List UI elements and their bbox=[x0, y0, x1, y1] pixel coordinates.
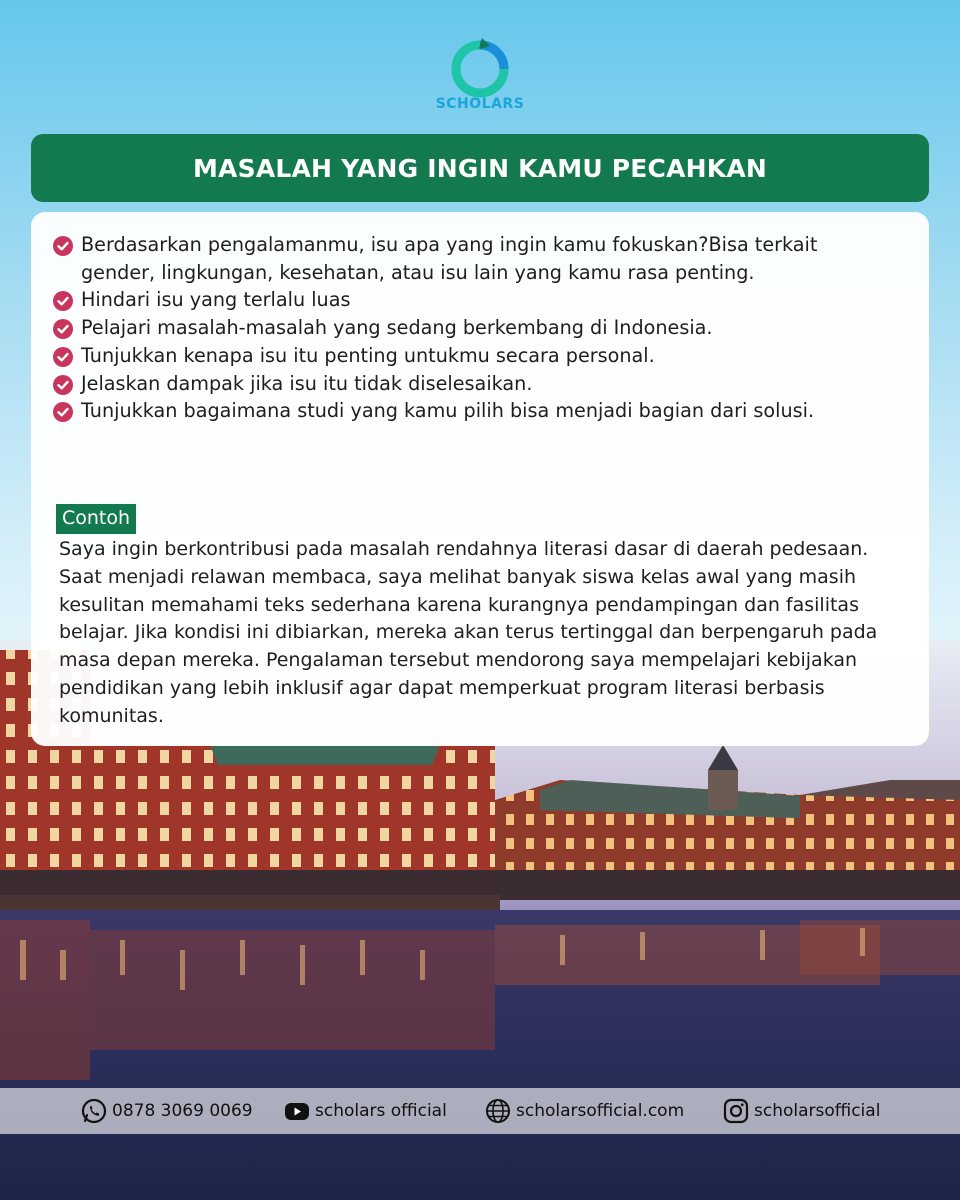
list-item-text: Berdasarkan pengalamanmu, isu apa yang ingin kamu fokuskan?Bisa terkait gender, lingkungan, kesehatan, atau isu lain yang kamu rasa penting. bbox=[81, 233, 818, 284]
list-item bbox=[53, 231, 873, 286]
check-circle-icon bbox=[53, 375, 73, 395]
whatsapp-icon bbox=[80, 1097, 108, 1125]
content-card bbox=[31, 212, 929, 746]
instagram-icon bbox=[722, 1097, 750, 1125]
list-item bbox=[53, 314, 873, 342]
check-circle-icon bbox=[53, 347, 73, 367]
check-circle-icon bbox=[53, 319, 73, 339]
contact-bar bbox=[0, 1088, 960, 1134]
list-item-text: Tunjukkan bagaimana studi yang kamu pilih bisa menjadi bagian dari solusi. bbox=[81, 399, 815, 423]
example-text: Saya ingin berkontribusi pada masalah rendahnya literasi dasar di daerah pedesaan. Saat menjadi relawan membaca, saya melihat banyak siswa kelas awal yang masih kesulitan memahami teks sederhana karena kurangnya pendampingan dan fasilitas belajar. Jika kondisi ini dibiarkan, mereka akan terus tertinggal dan berpengaruh pada masa depan mereka. Pengalaman tersebut mendorong saya mempelajari kebijakan pendidikan yang lebih inklusif agar dapat memperkuat program literasi berbasis komunitas. bbox=[59, 538, 878, 727]
list-item-text: Hindari isu yang terlalu luas bbox=[81, 288, 351, 312]
phone-number: 0878 3069 0069 bbox=[112, 1101, 253, 1121]
scholars-logo bbox=[430, 36, 530, 126]
youtube-contact[interactable] bbox=[283, 1088, 447, 1134]
website-contact[interactable] bbox=[484, 1088, 684, 1134]
list-item bbox=[53, 397, 873, 425]
instagram-handle: scholarsofficial bbox=[754, 1101, 881, 1121]
check-circle-icon bbox=[53, 402, 73, 422]
list-item bbox=[53, 370, 873, 398]
youtube-icon bbox=[283, 1097, 311, 1125]
example-label: Contoh bbox=[56, 504, 136, 534]
list-item-text: Pelajari masalah-masalah yang sedang berkembang di Indonesia. bbox=[81, 316, 713, 340]
website-url: scholarsofficial.com bbox=[516, 1101, 685, 1121]
title-banner bbox=[31, 134, 929, 202]
check-circle-icon bbox=[53, 291, 73, 311]
check-circle-icon bbox=[53, 236, 73, 256]
logo-wordmark: SCHOLARS bbox=[435, 96, 525, 112]
list-item bbox=[53, 286, 873, 314]
list-item-text: Jelaskan dampak jika isu itu tidak diselesaikan. bbox=[81, 371, 533, 395]
instagram-contact[interactable] bbox=[722, 1088, 880, 1134]
tips-list bbox=[53, 231, 873, 425]
phone-contact[interactable] bbox=[80, 1088, 253, 1134]
logo-ring-icon bbox=[449, 36, 511, 98]
youtube-channel: scholars official bbox=[315, 1101, 447, 1121]
list-item bbox=[53, 342, 873, 370]
page-title: MASALAH YANG INGIN KAMU PECAHKAN bbox=[192, 153, 768, 183]
list-item-text: Tunjukkan kenapa isu itu penting untukmu secara personal. bbox=[81, 343, 655, 367]
globe-icon bbox=[484, 1097, 512, 1125]
